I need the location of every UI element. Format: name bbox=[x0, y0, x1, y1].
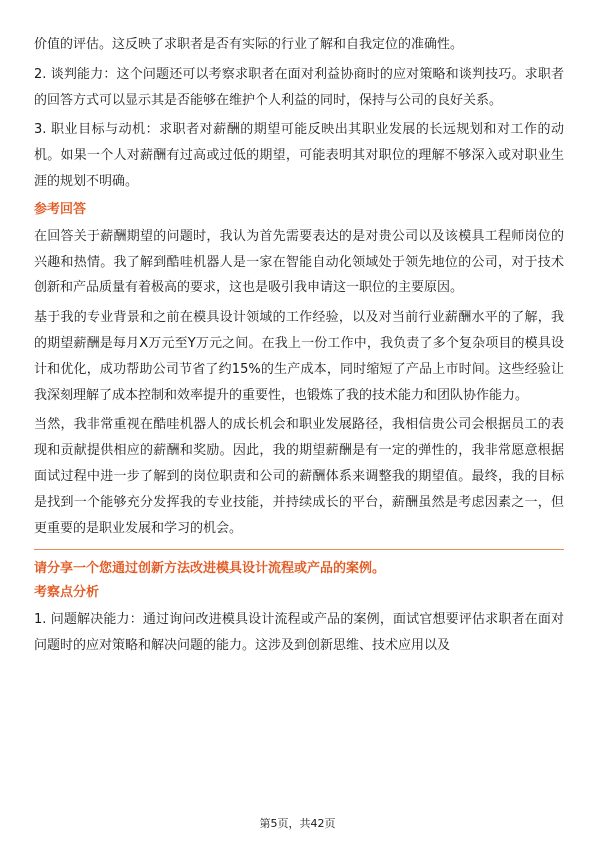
next-question: 请分享一个您通过创新方法改进模具设计流程或产品的案例。 bbox=[34, 561, 386, 577]
intro-paragraph-3: 3. 职业目标与动机：求职者对薪酬的期望可能反映出其职业发展的长远规划和对工作的动机。如果一个人对薪酬有过高或过低的期望，可能表明其对职位的理解不够深入或对职业生涯的规划不明确。 bbox=[34, 122, 564, 189]
analysis-paragraph-1: 1. 问题解决能力：通过询问改进模具设计流程或产品的案例，面试官想要评估求职者在面对问题时的应对策略和解决问题的能力。这涉及到创新思维、技术应用以及 bbox=[34, 612, 564, 654]
answer-heading: 参考回答 bbox=[34, 201, 87, 217]
page-footer: 第5页，共42页 bbox=[259, 817, 336, 830]
intro-paragraph-2: 2. 谈判能力：这个问题还可以考察求职者在面对利益协商时的应对策略和谈判技巧。求职者的回答方式可以显示其是否能够在维护个人利益的同时，保持与公司的良好关系。 bbox=[34, 66, 564, 108]
answer-paragraph-2: 基于我的专业背景和之前在模具设计领域的工作经验，以及对当前行业薪酬水平的了解，我的期望薪酬是每月X万元至Y万元之间。在我上一份工作中，我负责了多个复杂项目的模具设计和优化，成功帮助公司节省了约15%的生产成本，同时缩短了产品上市时间。这些经验让我深刻理解了成本控制和效率提升的重要性，也锻炼了我的技术能力和团队协作能力。 bbox=[34, 310, 564, 403]
section-divider bbox=[34, 549, 564, 550]
answer-paragraph-3: 当然，我非常重视在酷哇机器人的成长机会和职业发展路径，我相信贵公司会根据员工的表现和贡献提供相应的薪酬和奖励。因此，我的期望薪酬是有一定的弹性的，我非常愿意根据面试过程中进一步了解到的岗位职责和公司的薪酬体系来调整我的期望值。最终，我的目标是找到一个能够充分发挥我的专业技能，并持续成长的平台，薪酬虽然是考虑因素之一，但更重要的是职业发展和学习的机会。 bbox=[34, 417, 564, 536]
answer-paragraph-1: 在回答关于薪酬期望的问题时，我认为首先需要表达的是对贵公司以及该模具工程师岗位的兴趣和热情。我了解到酷哇机器人是一家在智能自动化领域处于领先地位的公司，对于技术创新和产品质量有着极高的要求，这也是吸引我申请这一职位的主要原因。 bbox=[34, 228, 564, 296]
analysis-heading: 考察点分析 bbox=[34, 585, 100, 601]
document-page bbox=[34, 32, 564, 663]
intro-paragraph-1: 价值的评估。这反映了求职者是否有实际的行业了解和自我定位的准确性。 bbox=[34, 37, 464, 52]
